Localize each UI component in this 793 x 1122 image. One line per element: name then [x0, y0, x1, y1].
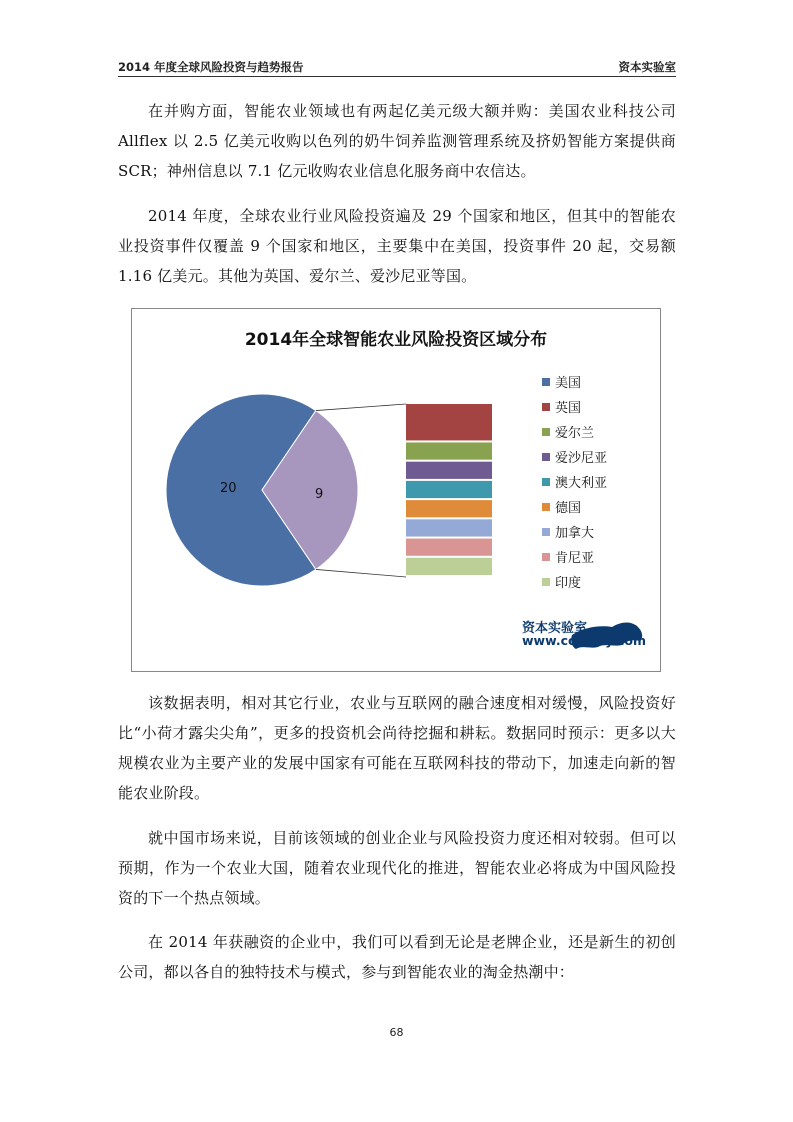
legend-item — [542, 494, 607, 519]
paragraph-5: 在 2014 年获融资的企业中，我们可以看到无论是老牌企业，还是新生的初创公司，都以各自的独特技术与模式，参与到智能农业的淘金热潮中： — [118, 933, 676, 981]
legend-swatch — [542, 378, 550, 386]
bar-segment-6 — [406, 539, 492, 556]
connector-line-1 — [316, 569, 406, 577]
bar-segment-2 — [406, 462, 492, 479]
legend-swatch — [542, 428, 550, 436]
legend-label: 英国 — [555, 401, 582, 416]
paragraph-4: 就中国市场来说，目前该领域的创业企业与风险投资力度还相对较弱。但可以预期，作为一个农业大国，随着农业现代化的推进，智能农业必将成为中国风险投资的下一个热点领域。 — [118, 829, 676, 907]
legend-swatch — [542, 528, 550, 536]
legend-label: 爱尔兰 — [555, 426, 595, 441]
bar-segment-1 — [406, 442, 492, 459]
legend-item — [542, 544, 607, 569]
bar-segment-5 — [406, 519, 492, 536]
legend-swatch — [542, 503, 550, 511]
chart-legend — [542, 369, 607, 594]
bar-segment-3 — [406, 481, 492, 498]
paragraph-2: 2014 年度，全球农业行业风险投资遍及 29 个国家和地区，但其中的智能农业投资事件仅覆盖 9 个国家和地区，主要集中在美国，投资事件 20 起，交易额 1.16 亿美元。其他为英国、爱尔兰、爱沙尼亚等国。 — [118, 207, 676, 285]
paragraph-1: 在并购方面，智能农业领域也有两起亿美元级大额并购：美国农业科技公司 Allflex 以 2.5 亿美元收购以色列的奶牛饲养监测管理系统及挤奶智能方案提供商 SCR；神州信息以 7.1 亿元收购农业信息化服务商中农信达。 — [118, 102, 676, 180]
legend-item — [542, 369, 607, 394]
page-header — [118, 56, 676, 76]
legend-swatch — [542, 453, 550, 461]
legend-swatch — [542, 553, 550, 561]
legend-label: 爱沙尼亚 — [555, 451, 608, 466]
chart-title: 2014年全球智能农业风险投资区域分布 — [244, 330, 548, 350]
legend-item — [542, 394, 607, 419]
legend-item — [542, 469, 607, 494]
legend-item — [542, 444, 607, 469]
legend-label: 肯尼亚 — [555, 551, 595, 566]
watermark-name: 资本实验室 — [522, 621, 588, 636]
page-number: 68 — [389, 1026, 404, 1039]
header-brand: 资本实验室 — [618, 60, 676, 74]
bar-segment-4 — [406, 500, 492, 517]
paragraph-3: 该数据表明，相对其它行业，农业与互联网的融合速度相对缓慢，风险投资好比“小荷才露尖尖角”，更多的投资机会尚待挖掘和耕耘。数据同时预示：更多以大规模农业为主要产业的发展中国家有可能在互联网科技的带动下，加速走向新的智能农业阶段。 — [118, 694, 676, 802]
watermark-url: www.coinsay.com — [522, 633, 647, 648]
legend-label: 德国 — [555, 501, 582, 516]
legend-item — [542, 569, 607, 594]
legend-swatch — [542, 478, 550, 486]
legend-item — [542, 419, 607, 444]
header-divider — [118, 76, 676, 77]
legend-swatch — [542, 403, 550, 411]
legend-label: 印度 — [555, 576, 582, 591]
pie-label-main: 20 — [220, 481, 237, 496]
pie-chart — [131, 308, 661, 672]
legend-item — [542, 519, 607, 544]
legend-label: 加拿大 — [555, 526, 595, 541]
legend-swatch — [542, 578, 550, 586]
bar-segment-7 — [406, 558, 492, 575]
pie-label-other: 9 — [315, 487, 324, 502]
bar-segment-0 — [406, 404, 492, 440]
legend-label: 美国 — [555, 376, 582, 391]
header-title: 2014 年度全球风险投资与趋势报告 — [118, 60, 304, 74]
legend-label: 澳大利亚 — [555, 476, 608, 491]
connector-line-0 — [316, 404, 406, 411]
